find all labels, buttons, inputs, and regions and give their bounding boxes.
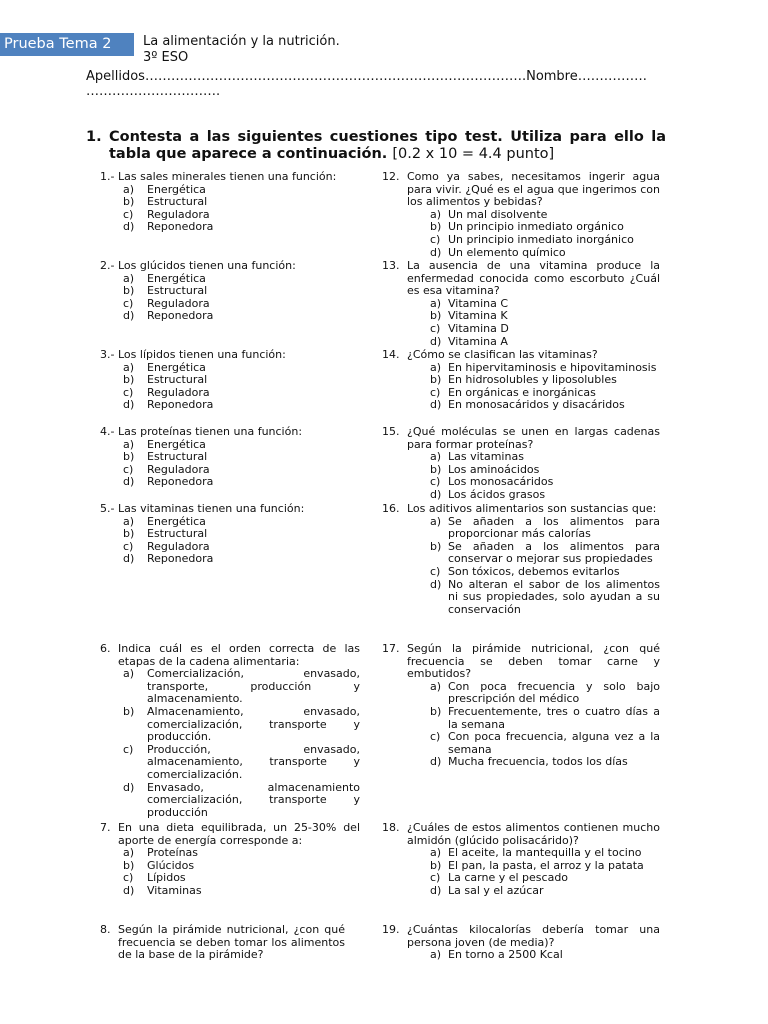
- grade-label: 3º ESO: [143, 50, 189, 65]
- option-text: Comercialización, envasado, transporte, producción y almacenamiento.: [147, 667, 360, 706]
- option-letter: d): [430, 334, 442, 348]
- option-text: Las vitaminas: [448, 450, 524, 464]
- answer-options: [382, 209, 660, 259]
- question-stem: [382, 822, 660, 847]
- question-6: [100, 643, 360, 819]
- option-text: Energética: [147, 182, 206, 196]
- answer-options: [100, 439, 360, 489]
- answer-option: [382, 310, 660, 323]
- option-text: Un mal disolvente: [448, 207, 548, 221]
- answer-option: [100, 184, 360, 197]
- question-text: Según la pirámide nutricional, ¿con qué frecuencia se deben tomar carne y embutidos?: [407, 642, 660, 681]
- option-letter: b): [430, 462, 442, 476]
- option-text: En hipervitaminosis e hipovitaminosis: [448, 360, 657, 374]
- answer-option: [100, 553, 360, 566]
- option-letter: d): [123, 309, 135, 323]
- option-text: Un principio inmediato orgánico: [448, 220, 624, 234]
- answer-option: [382, 731, 660, 756]
- option-text: Frecuentemente, tres o cuatro días a la semana: [448, 704, 660, 731]
- answer-option: [382, 949, 660, 962]
- section-heading: [86, 129, 666, 163]
- question-stem: [100, 924, 345, 962]
- option-letter: b): [430, 704, 442, 718]
- option-letter: b): [123, 284, 135, 298]
- question-number: 13.: [382, 259, 400, 272]
- option-text: Reguladora: [147, 539, 210, 553]
- option-letter: d): [430, 883, 442, 897]
- option-letter: a): [430, 296, 442, 310]
- option-letter: d): [430, 755, 442, 769]
- answer-option: [100, 860, 360, 873]
- option-text: Estructural: [147, 450, 208, 464]
- option-letter: a): [123, 514, 135, 528]
- option-text: Reguladora: [147, 296, 210, 310]
- option-letter: b): [123, 858, 135, 872]
- question-stem: [382, 924, 660, 949]
- question-3: [100, 349, 360, 412]
- question-text: En una dieta equilibrada, un 25-30% del aporte de energía corresponde a:: [118, 821, 360, 847]
- option-text: Reponedora: [147, 220, 214, 234]
- option-text: Reguladora: [147, 385, 210, 399]
- question-number: 3.-: [100, 348, 115, 361]
- option-text: Vitamina D: [448, 321, 509, 335]
- answer-option: [382, 706, 660, 731]
- question-text: Los glúcidos tienen una función:: [118, 259, 296, 272]
- option-text: Un elemento químico: [448, 245, 566, 259]
- question-stem: [100, 349, 360, 362]
- answer-option: [100, 209, 360, 222]
- option-letter: a): [123, 182, 135, 196]
- answer-option: [382, 579, 660, 617]
- option-text: Vitaminas: [147, 883, 202, 897]
- option-text: Energética: [147, 514, 206, 528]
- option-letter: a): [430, 846, 442, 860]
- option-text: Los ácidos grasos: [448, 487, 546, 501]
- option-letter: b): [430, 373, 442, 387]
- option-letter: d): [123, 220, 135, 234]
- option-letter: c): [430, 564, 441, 578]
- option-letter: a): [123, 667, 135, 681]
- option-text: Vitamina C: [448, 296, 509, 310]
- question-text: Indica cuál es el orden correcta de las etapas de la cadena alimentaria:: [118, 642, 360, 668]
- answer-option: [382, 489, 660, 502]
- question-stem: [100, 643, 360, 668]
- option-letter: c): [123, 296, 134, 310]
- test-title-badge: Prueba Tema 2: [0, 33, 134, 56]
- section-points: [0.2 x 10 = 4.4 punto]: [392, 146, 555, 162]
- answer-option: [382, 756, 660, 769]
- option-text: El pan, la pasta, el arroz y la patata: [448, 858, 644, 872]
- option-text: Estructural: [147, 373, 208, 387]
- question-stem: [382, 643, 660, 681]
- question-text: ¿Qué moléculas se unen en largas cadenas para formar proteínas?: [407, 425, 660, 451]
- option-text: Los aminoácidos: [448, 462, 540, 476]
- answer-option: [382, 323, 660, 336]
- option-text: Reguladora: [147, 462, 210, 476]
- option-letter: d): [123, 552, 135, 566]
- question-number: 2.-: [100, 259, 115, 272]
- option-letter: c): [430, 232, 441, 246]
- option-letter: b): [123, 704, 135, 718]
- option-letter: a): [123, 437, 135, 451]
- question-stem: [100, 171, 360, 184]
- question-11: [382, 349, 660, 412]
- option-text: Estructural: [147, 195, 208, 209]
- option-text: Glúcidos: [147, 858, 195, 872]
- answer-option: [100, 744, 360, 782]
- question-number: 1.-: [100, 170, 115, 183]
- answer-option: [100, 285, 360, 298]
- option-text: Producción, envasado, almacenamiento, transporte y comercialización.: [147, 742, 360, 781]
- option-text: Con poca frecuencia, alguna vez a la semana: [448, 730, 660, 756]
- option-letter: a): [430, 360, 442, 374]
- option-text: Los monosacáridos: [448, 475, 554, 489]
- option-text: Envasado, almacenamiento comercialización, transporte y producción: [147, 780, 360, 819]
- option-letter: a): [123, 846, 135, 860]
- option-letter: d): [123, 475, 135, 489]
- answer-option: [100, 221, 360, 234]
- option-letter: a): [123, 360, 135, 374]
- option-letter: c): [123, 207, 134, 221]
- option-text: El aceite, la mantequilla y el tocino: [448, 846, 642, 860]
- option-letter: a): [430, 207, 442, 221]
- answer-option: [100, 387, 360, 400]
- option-letter: a): [430, 514, 442, 528]
- question-text: Las proteínas tienen una función:: [118, 425, 303, 438]
- option-text: Se añaden a los alimentos para conservar o mejorar sus propiedades: [448, 539, 660, 566]
- answer-option: [382, 541, 660, 566]
- question-number: 19.: [382, 923, 400, 936]
- answer-option: [100, 439, 360, 452]
- answer-option: [100, 541, 360, 554]
- option-letter: c): [430, 730, 441, 744]
- question-number: 7.: [100, 821, 111, 834]
- answer-option: [100, 399, 360, 412]
- question-number: 4.-: [100, 425, 115, 438]
- answer-option: [382, 885, 660, 898]
- question-8: [100, 924, 345, 962]
- option-text: En monosacáridos y disacáridos: [448, 398, 625, 412]
- section-number: 1.: [86, 129, 102, 145]
- question-text: Los lípidos tienen una función:: [118, 348, 286, 361]
- question-number: 15.: [382, 425, 400, 438]
- answer-option: [100, 885, 360, 898]
- option-text: Reponedora: [147, 398, 214, 412]
- question-stem: [100, 822, 360, 847]
- answer-option: [100, 847, 360, 860]
- option-text: Energética: [147, 437, 206, 451]
- option-letter: d): [123, 780, 135, 794]
- option-text: Mucha frecuencia, todos los días: [448, 755, 628, 769]
- answer-option: [100, 516, 360, 529]
- option-text: Estructural: [147, 527, 208, 541]
- answer-option: [100, 362, 360, 375]
- option-text: Estructural: [147, 284, 208, 298]
- option-text: En hidrosolubles y liposolubles: [448, 373, 617, 387]
- option-letter: c): [123, 539, 134, 553]
- answer-option: [100, 668, 360, 706]
- answer-option: [100, 782, 360, 820]
- answer-options: [100, 362, 360, 412]
- question-7: [100, 822, 360, 898]
- option-letter: c): [430, 385, 441, 399]
- option-letter: a): [430, 450, 442, 464]
- question-text: Los aditivos alimentarios son sustancias que:: [407, 502, 657, 515]
- option-text: La carne y el pescado: [448, 871, 569, 885]
- question-number: 6.: [100, 642, 111, 655]
- question-text: Como ya sabes, necesitamos ingerir agua para vivir. ¿Qué es el agua que ingerimos con los alimentos y bebidas?: [407, 170, 660, 209]
- question-number: 17.: [382, 642, 400, 655]
- option-letter: c): [430, 475, 441, 489]
- question-text: Según la pirámide nutricional, ¿con qué frecuencia se deben tomar los alimentos de la base de la pirámide?: [118, 923, 345, 962]
- question-number: 14.: [382, 348, 400, 361]
- option-text: Reponedora: [147, 552, 214, 566]
- option-letter: a): [430, 948, 442, 962]
- answer-options: [100, 668, 360, 819]
- option-text: Vitamina A: [448, 334, 508, 348]
- answer-option: [382, 298, 660, 311]
- answer-options: [382, 298, 660, 348]
- option-text: Proteínas: [147, 846, 199, 860]
- option-text: Energética: [147, 360, 206, 374]
- question-stem: [382, 426, 660, 451]
- answer-option: [100, 451, 360, 464]
- answer-option: [382, 516, 660, 541]
- option-letter: d): [430, 398, 442, 412]
- student-name-line: Apellidos…………………………………………………………………………….Nombre…………….: [86, 69, 647, 84]
- answer-option: [100, 464, 360, 477]
- answer-option: [100, 273, 360, 286]
- answer-option: [100, 528, 360, 541]
- option-text: Energética: [147, 271, 206, 285]
- option-text: Son tóxicos, debemos evitarlos: [448, 564, 620, 578]
- option-letter: d): [430, 577, 442, 591]
- option-letter: c): [123, 385, 134, 399]
- option-letter: b): [430, 858, 442, 872]
- answer-options: [100, 273, 360, 323]
- option-text: Reponedora: [147, 309, 214, 323]
- option-letter: d): [430, 487, 442, 501]
- question-number: 5.-: [100, 502, 115, 515]
- answer-options: [382, 362, 660, 412]
- option-letter: b): [123, 450, 135, 464]
- answer-option: [382, 336, 660, 349]
- option-letter: b): [430, 220, 442, 234]
- answer-option: [382, 247, 660, 260]
- option-letter: b): [430, 539, 442, 553]
- question-stem: [382, 260, 660, 298]
- question-5: [100, 503, 360, 566]
- answer-option: [100, 310, 360, 323]
- question-text: Las vitaminas tienen una función:: [118, 502, 305, 515]
- answer-options: [382, 681, 660, 769]
- answer-option: [382, 681, 660, 706]
- answer-options: [382, 847, 660, 897]
- question-13: [382, 503, 660, 616]
- section-instructions: Contesta a las siguientes cuestiones tipo test. Utiliza para ello la tabla que aparece a continuación.: [109, 129, 666, 162]
- answer-option: [100, 706, 360, 744]
- answer-option: [100, 476, 360, 489]
- answer-options: [100, 516, 360, 566]
- option-text: Un principio inmediato inorgánico: [448, 232, 634, 246]
- option-text: Reponedora: [147, 475, 214, 489]
- question-1: [100, 171, 360, 234]
- answer-option: [100, 196, 360, 209]
- answer-option: [100, 374, 360, 387]
- question-text: Las sales minerales tienen una función:: [118, 170, 337, 183]
- question-4: [100, 426, 360, 489]
- option-letter: b): [123, 195, 135, 209]
- option-letter: c): [430, 871, 441, 885]
- option-text: No alteran el sabor de los alimentos ni sus propiedades, solo ayudan a su conservación: [448, 577, 660, 616]
- question-12: [382, 426, 660, 502]
- question-text: ¿Cuántas kilocalorías debería tomar una persona joven (de media)?: [407, 923, 660, 949]
- option-text: En orgánicas e inorgánicas: [448, 385, 596, 399]
- answer-options: [100, 847, 360, 897]
- question-number: 12.: [382, 170, 400, 183]
- option-text: Almacenamiento, envasado, comercialización, transporte y producción.: [147, 704, 360, 744]
- question-2: [100, 260, 360, 323]
- option-text: La sal y el azúcar: [448, 883, 544, 897]
- subject-title: La alimentación y la nutrición.: [143, 34, 340, 49]
- answer-options: [100, 184, 360, 234]
- question-text: La ausencia de una vitamina produce la enfermedad conocida como escorbuto ¿Cuál es esa vitamina?: [407, 259, 660, 298]
- question-9: [382, 171, 660, 259]
- question-14: [382, 643, 660, 769]
- question-10: [382, 260, 660, 348]
- answer-options: [382, 949, 660, 962]
- question-text: ¿Cuáles de estos alimentos contienen mucho almidón (glúcido polisacárido)?: [407, 821, 660, 847]
- option-letter: b): [123, 527, 135, 541]
- option-letter: c): [123, 462, 134, 476]
- question-text: ¿Cómo se clasifican las vitaminas?: [407, 348, 598, 361]
- option-letter: b): [430, 309, 442, 323]
- option-letter: a): [430, 679, 442, 693]
- question-stem: [100, 503, 360, 516]
- option-letter: c): [123, 871, 134, 885]
- question-16: [382, 924, 660, 962]
- answer-option: [100, 298, 360, 311]
- question-number: 16.: [382, 502, 400, 515]
- question-number: 8.: [100, 923, 111, 936]
- question-15: [382, 822, 660, 898]
- option-text: En torno a 2500 Kcal: [448, 948, 563, 962]
- option-letter: d): [123, 398, 135, 412]
- answer-option: [100, 872, 360, 885]
- answer-options: [382, 451, 660, 501]
- student-name-line-continued: ………………………….: [86, 84, 221, 99]
- question-number: 18.: [382, 821, 400, 834]
- answer-options: [382, 516, 660, 617]
- option-letter: d): [123, 883, 135, 897]
- option-text: Reguladora: [147, 207, 210, 221]
- answer-option: [382, 399, 660, 412]
- option-text: Vitamina K: [448, 309, 508, 323]
- option-text: Se añaden a los alimentos para proporcionar más calorías: [448, 514, 660, 541]
- option-letter: c): [430, 321, 441, 335]
- question-stem: [382, 171, 660, 209]
- question-stem: [100, 426, 360, 439]
- option-letter: b): [123, 373, 135, 387]
- option-letter: a): [123, 271, 135, 285]
- option-text: Lípidos: [147, 871, 186, 885]
- option-letter: c): [123, 742, 134, 756]
- option-letter: d): [430, 245, 442, 259]
- option-text: Con poca frecuencia y solo bajo prescripción del médico: [448, 679, 660, 706]
- question-stem: [100, 260, 360, 273]
